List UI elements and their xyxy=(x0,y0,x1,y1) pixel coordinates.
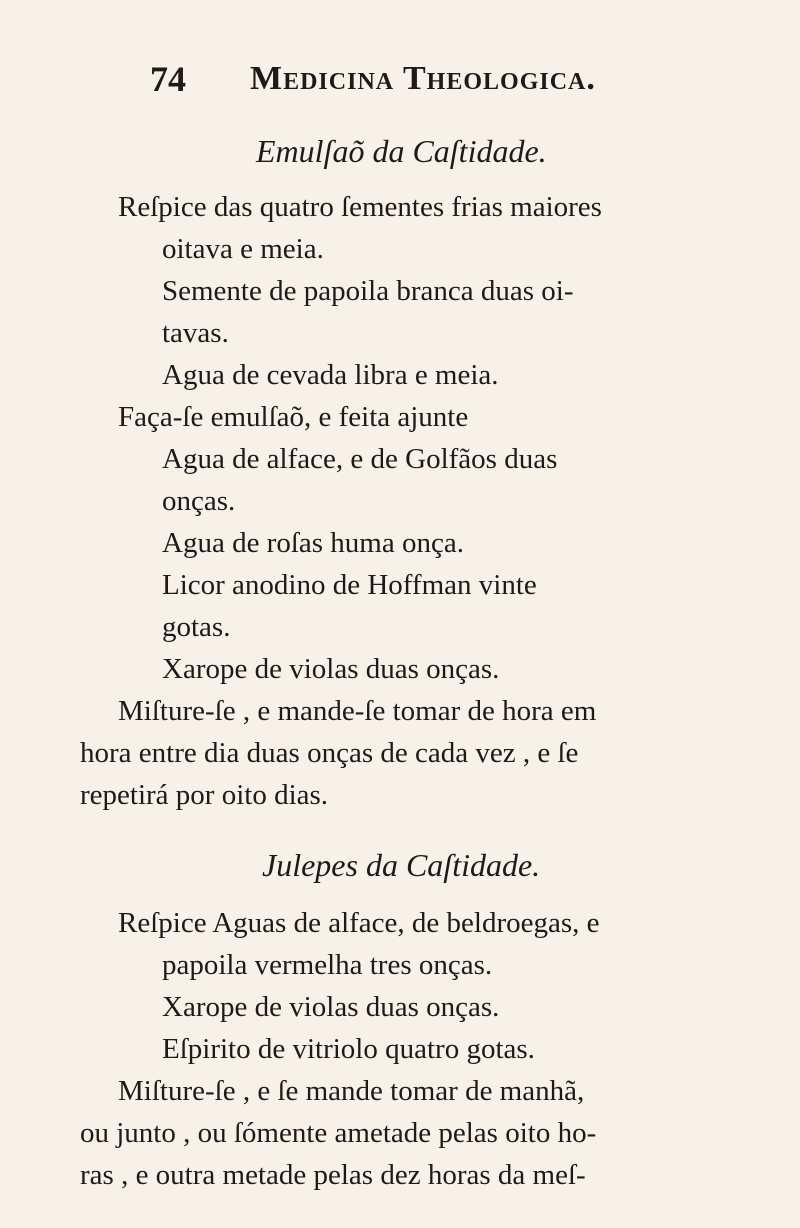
text-line: gotas. xyxy=(162,611,231,643)
text-line: ou junto , ou ſómente ametade pelas oito ho- xyxy=(80,1117,597,1149)
page-header xyxy=(0,54,800,104)
text-line: hora entre dia duas onças de cada vez , e ſe xyxy=(80,737,579,769)
text-line: Xarope de violas duas onças. xyxy=(162,653,500,685)
section-title-julepes: Julepes da Caſtidade. xyxy=(262,847,541,883)
text-line: repetirá por oito dias. xyxy=(80,779,329,811)
text-line: onças. xyxy=(162,485,236,517)
text-line: Agua de cevada libra e meia. xyxy=(162,359,499,391)
text-line: Eſpirito de vitriolo quatro gotas. xyxy=(162,1033,535,1065)
text-line: ras , e outra metade pelas dez horas da meſ- xyxy=(80,1159,586,1191)
text-line: Miſture-ſe , e mande-ſe tomar de hora em xyxy=(118,695,597,727)
text-line: Xarope de violas duas onças. xyxy=(162,991,500,1023)
running-title: Medicina Theologica. xyxy=(250,60,596,97)
text-line: oitava e meia. xyxy=(162,233,324,265)
text-line: Reſpice das quatro ſementes frias maiores xyxy=(118,191,602,223)
text-line: tavas. xyxy=(162,317,229,349)
text-line: Semente de papoila branca duas oi- xyxy=(162,275,574,307)
text-line: Reſpice Aguas de alface, de beldroegas, e xyxy=(118,907,600,939)
text-line: Miſture-ſe , e ſe mande tomar de manhã, xyxy=(118,1075,585,1107)
section-title-emulsao: Emulſaõ da Caſtidade. xyxy=(256,133,547,169)
page-number: 74 xyxy=(150,59,186,99)
text-line: Agua de roſas huma onça. xyxy=(162,527,464,559)
text-line: papoila vermelha tres onças. xyxy=(162,949,493,981)
text-line: Agua de alface, e de Golfãos duas xyxy=(162,443,558,475)
text-line: Faça-ſe emulſaõ, e feita ajunte xyxy=(118,401,469,433)
text-line: Licor anodino de Hoffman vinte xyxy=(162,569,537,601)
